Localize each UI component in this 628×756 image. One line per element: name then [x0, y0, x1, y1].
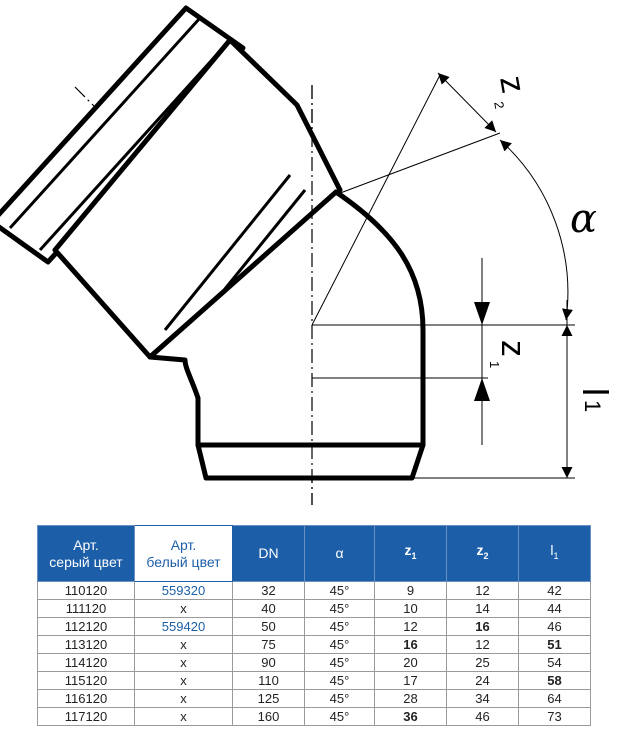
- svg-text:z: z: [492, 72, 533, 97]
- cell-l1: 58: [519, 672, 591, 690]
- header-dn: DN: [233, 526, 305, 582]
- cell-alpha: 45°: [305, 654, 375, 672]
- table-row: [38, 600, 591, 618]
- cell-z2: 46: [447, 708, 519, 726]
- cell-z2: 16: [447, 618, 519, 636]
- cell-z1: 17: [375, 672, 447, 690]
- table-row: [38, 636, 591, 654]
- cell-art-grey: 113120: [38, 636, 135, 654]
- cell-dn: 125: [233, 690, 305, 708]
- cell-z2: 12: [447, 582, 519, 600]
- svg-text:1: 1: [580, 400, 605, 413]
- cell-dn: 75: [233, 636, 305, 654]
- l1-label: [575, 388, 616, 412]
- cell-z2: 14: [447, 600, 519, 618]
- cell-z2: 25: [447, 654, 519, 672]
- cell-dn: 40: [233, 600, 305, 618]
- cell-dn: 110: [233, 672, 305, 690]
- z1-label: [487, 340, 532, 368]
- z2-dimension-line: [438, 73, 496, 132]
- cell-l1: 64: [519, 690, 591, 708]
- table-row: [38, 672, 591, 690]
- cell-alpha: 45°: [305, 708, 375, 726]
- cell-l1: 46: [519, 618, 591, 636]
- table-row: [38, 708, 591, 726]
- cell-dn: 50: [233, 618, 305, 636]
- cell-art-grey: 112120: [38, 618, 135, 636]
- cell-art-grey: 110120: [38, 582, 135, 600]
- z2-label: [487, 73, 535, 110]
- spigot-end: [198, 445, 423, 478]
- table-row: [38, 690, 591, 708]
- cell-alpha: 45°: [305, 600, 375, 618]
- cell-art-white[interactable]: 559420: [135, 618, 233, 636]
- cell-art-white: x: [135, 600, 233, 618]
- header-art-white: Арт. белый цвет: [135, 526, 233, 582]
- cell-art-white[interactable]: 559320: [135, 582, 233, 600]
- header-l1: $l_1$: [519, 526, 591, 582]
- svg-text:2: 2: [491, 100, 508, 111]
- cell-dn: 160: [233, 708, 305, 726]
- cell-z2: 24: [447, 672, 519, 690]
- cell-dn: 90: [233, 654, 305, 672]
- header-art-grey: Арт. серый цвет: [38, 526, 135, 582]
- alpha-label: α: [570, 196, 598, 242]
- cell-art-grey: 116120: [38, 690, 135, 708]
- cell-z1: 16: [375, 636, 447, 654]
- cell-z1: 20: [375, 654, 447, 672]
- cell-z1: 10: [375, 600, 447, 618]
- table-row: [38, 654, 591, 672]
- cell-l1: 54: [519, 654, 591, 672]
- header-z1: $z_1$: [375, 526, 447, 582]
- table-row: [38, 582, 591, 600]
- cell-alpha: 45°: [305, 690, 375, 708]
- svg-text:l: l: [575, 388, 616, 396]
- cell-alpha: 45°: [305, 618, 375, 636]
- cell-art-grey: 111120: [38, 600, 135, 618]
- cell-art-white: x: [135, 708, 233, 726]
- cell-art-white: x: [135, 672, 233, 690]
- header-alpha: α: [305, 526, 375, 582]
- cell-art-white: x: [135, 654, 233, 672]
- cell-art-white: x: [135, 636, 233, 654]
- cell-alpha: 45°: [305, 582, 375, 600]
- alpha-arc: [500, 140, 568, 320]
- cell-art-grey: 115120: [38, 672, 135, 690]
- header-z2: $z_2$: [447, 526, 519, 582]
- cell-art-grey: 114120: [38, 654, 135, 672]
- table-header-row: [38, 526, 591, 582]
- cell-z1: 36: [375, 708, 447, 726]
- svg-text:1: 1: [487, 361, 502, 369]
- cell-l1: 42: [519, 582, 591, 600]
- cell-l1: 51: [519, 636, 591, 654]
- cell-art-white: x: [135, 690, 233, 708]
- table-row: [38, 618, 591, 636]
- svg-text:z: z: [494, 340, 532, 357]
- cell-alpha: 45°: [305, 636, 375, 654]
- spec-table: [37, 525, 591, 726]
- cell-z1: 12: [375, 618, 447, 636]
- cell-z1: 28: [375, 690, 447, 708]
- cell-z2: 34: [447, 690, 519, 708]
- cell-l1: 73: [519, 708, 591, 726]
- cell-alpha: 45°: [305, 672, 375, 690]
- cell-art-grey: 117120: [38, 708, 135, 726]
- cell-l1: 44: [519, 600, 591, 618]
- cell-dn: 32: [233, 582, 305, 600]
- cell-z1: 9: [375, 582, 447, 600]
- cell-z2: 12: [447, 636, 519, 654]
